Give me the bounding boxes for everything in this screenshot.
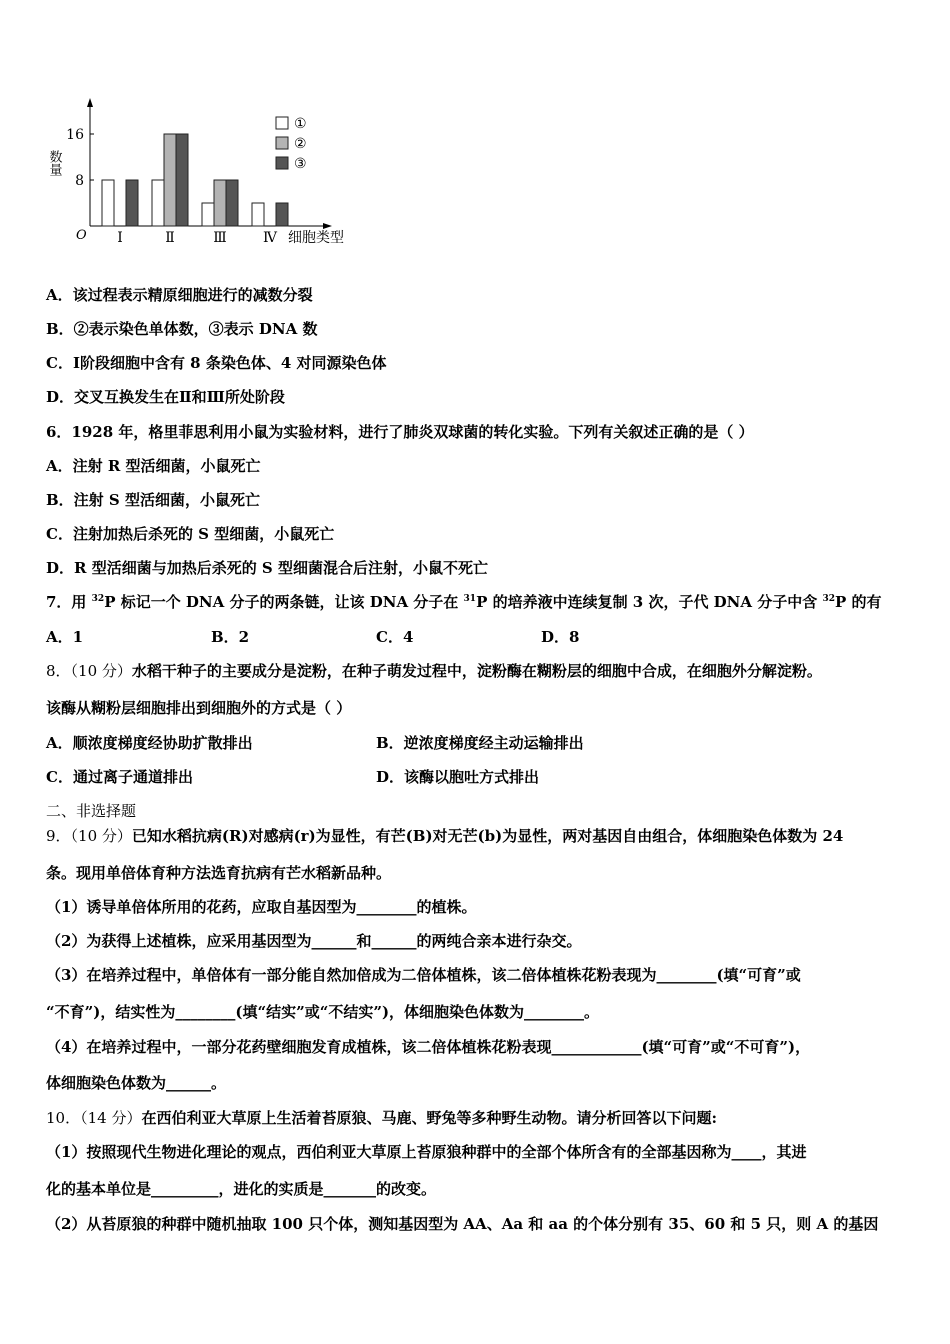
q7-option-b: B．2 xyxy=(211,628,250,646)
q7-text-1: 7．用 xyxy=(46,593,92,611)
q5-option-d: D．交叉互换发生在Ⅱ和Ⅲ所处阶段 xyxy=(46,388,285,406)
q9-part-4-line2: 体细胞染色体数为______。 xyxy=(46,1074,227,1092)
q8-option-a: A．顺浓度梯度经协助扩散排出 xyxy=(46,734,253,752)
q9-stem: 已知水稻抗病(R)对感病(r)为显性，有芒(B)对无芒(b)为显性，两对基因自由组合，体细胞染色体数为 24 xyxy=(131,827,844,845)
bar xyxy=(226,180,238,226)
legend-label: ② xyxy=(294,136,307,152)
x-tick-label: Ⅳ xyxy=(263,230,277,246)
q7-text-4: P 的有 xyxy=(835,593,882,611)
q6-stem: 6．1928 年，格里菲思利用小鼠为实验材料，进行了肺炎双球菌的转化实验。下列有关叙述正确的是（ ） xyxy=(46,423,754,441)
x-tick-label: Ⅰ xyxy=(117,230,123,246)
q8-stem-line1 xyxy=(46,661,822,681)
bar xyxy=(202,203,214,226)
y-tick-label: 16 xyxy=(66,127,84,143)
x-axis-arrow xyxy=(323,223,332,229)
q8-stem: 水稻干种子的主要成分是淀粉，在种子萌发过程中，淀粉酶在糊粉层的细胞中合成，在细胞外分解淀粉。 xyxy=(131,662,822,680)
bar xyxy=(214,180,226,226)
legend-label: ③ xyxy=(294,156,307,172)
q9-part-3-line2: “不育”)，结实性为________(填“结实”或“不结实”)，体细胞染色体数为________。 xyxy=(46,1003,600,1021)
q9-stem-line1 xyxy=(46,826,843,846)
q10-number: 10． xyxy=(46,1109,81,1127)
bar xyxy=(276,203,288,226)
legend-swatch xyxy=(276,157,288,169)
x-tick-label: Ⅲ xyxy=(213,230,227,246)
bar xyxy=(176,134,188,226)
q5-option-c: C．Ⅰ阶段细胞中含有 8 条染色体、4 对同源染色体 xyxy=(46,354,387,372)
q10-part-2: （2）从苔原狼的种群中随机抽取 100 只个体，测知基因型为 AA、Aa 和 aa 的个体分别有 35、60 和 5 只，则 A 的基因 xyxy=(46,1215,879,1233)
q6-option-a: A．注射 R 型活细菌，小鼠死亡 xyxy=(46,457,261,475)
legend-label: ① xyxy=(294,116,307,132)
y-axis-label: 数量 xyxy=(46,150,62,176)
q5-option-a: A．该过程表示精原细胞进行的减数分裂 xyxy=(46,286,313,304)
q6-option-d: D．R 型活细菌与加热后杀死的 S 型细菌混合后注射，小鼠不死亡 xyxy=(46,559,488,577)
q8-option-c: C．通过离子通道排出 xyxy=(46,768,193,786)
q9-part-3-line1: （3）在培养过程中，单倍体有一部分能自然加倍成为二倍体植株，该二倍体植株花粉表现为________(填“可育”或 xyxy=(46,966,801,984)
q8-number: 8． xyxy=(46,662,71,680)
q7-sup-3: 32 xyxy=(822,594,836,604)
q8-option-d: D．该酶以胞吐方式排出 xyxy=(376,768,540,786)
q7-text-2: P 标记一个 DNA 分子的两条链，让该 DNA 分子在 xyxy=(104,593,464,611)
q7-sup-1: 32 xyxy=(91,594,105,604)
q5-option-b: B．②表示染色单体数，③表示 DNA 数 xyxy=(46,320,318,338)
q10-score: （14 分） xyxy=(80,1109,142,1127)
y-axis-arrow xyxy=(87,98,93,107)
q7-sup-2: 31 xyxy=(463,594,477,604)
q8-score: （10 分） xyxy=(70,662,132,680)
x-axis-label: 细胞类型 xyxy=(288,230,344,246)
bar xyxy=(252,203,264,226)
q9-part-1: （1）诱导单倍体所用的花药，应取自基因型为________的植株。 xyxy=(46,898,477,916)
origin-label: O xyxy=(76,228,87,243)
q9-part-4-line1: （4）在培养过程中，一部分花药壁细胞发育成植株，该二倍体植株花粉表现____________(填“可育”或“不可育”)， xyxy=(46,1038,811,1056)
q7-text-3: P 的培养液中连续复制 3 次，子代 DNA 分子中含 xyxy=(476,593,823,611)
q7-stem xyxy=(46,592,882,612)
q8-option-b: B．逆浓度梯度经主动运输排出 xyxy=(376,734,584,752)
q8-stem-line2: 该酶从糊粉层细胞排出到细胞外的方式是（ ） xyxy=(46,699,352,717)
q7-option-c: C．4 xyxy=(376,628,414,646)
q10-part-1-line2: 化的基本单位是_________，进化的实质是_______的改变。 xyxy=(46,1180,437,1198)
q9-number: 9． xyxy=(46,827,71,845)
q10-part-1-line1: （1）按照现代生物进化理论的观点，西伯利亚大草原上苔原狼种群中的全部个体所含有的全部基因称为____，其进 xyxy=(46,1143,807,1161)
bar xyxy=(102,180,114,226)
q7-option-d: D．8 xyxy=(541,628,580,646)
x-tick-label: Ⅱ xyxy=(165,230,175,246)
legend-swatch xyxy=(276,117,288,129)
q9-stem-line2: 条。现用单倍体育种方法选育抗病有芒水稻新品种。 xyxy=(46,864,392,882)
bar xyxy=(152,180,164,226)
q10-stem xyxy=(46,1108,717,1128)
q9-score: （10 分） xyxy=(70,827,132,845)
q10-stem-text: 在西伯利亚大草原上生活着苔原狼、马鹿、野兔等多种野生动物。请分析回答以下问题: xyxy=(141,1109,717,1127)
bar xyxy=(126,180,138,226)
q7-option-a: A．1 xyxy=(46,628,84,646)
q9-part-2: （2）为获得上述植株，应采用基因型为______和______的两纯合亲本进行杂交。 xyxy=(46,932,582,950)
section-heading: 二、非选择题 xyxy=(46,802,137,820)
y-tick-label: 8 xyxy=(75,173,84,189)
q6-option-c: C．注射加热后杀死的 S 型细菌，小鼠死亡 xyxy=(46,525,335,543)
bar-chart xyxy=(40,90,370,260)
q6-option-b: B．注射 S 型活细菌，小鼠死亡 xyxy=(46,491,260,509)
legend-swatch xyxy=(276,137,288,149)
bar xyxy=(164,134,176,226)
